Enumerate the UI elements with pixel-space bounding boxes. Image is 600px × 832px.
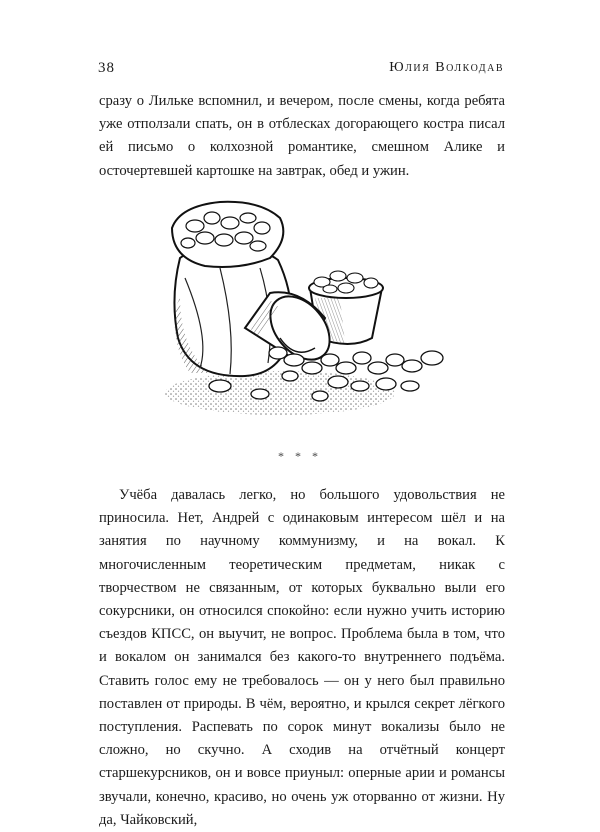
page-number: 38: [98, 60, 115, 76]
top-text-block: [99, 90, 505, 183]
main-text-block: [99, 484, 505, 832]
main-paragraph: Учёба давалась легко, но большого удовольствия не приносила. Нет, Андрей с одинаковым интересом шёл и на занятия по научному коммунизму, и на вокал. К многочисленным теоретическим предметам, никак с творчеством не связанным, от которых буквально выли его сокурсники, он относился спокойно: если нужно учить историю съездов КПСС, он выучит, не вопрос. Проблема была в том, что и вокалом он занимался без какого-то внутреннего подъёма. Ставить голос ему не требовалось — он у него был правильно поставлен от природы. В чём, вероятно, и крылся секрет лёгкого поступления. Распевать по сорок минут вокализы было не сложно, но скучно. А сходив на отчётный концерт старшекурсников, он и вовсе приуныл: оперные арии и романсы звучали, конечно, красиво, но очень уж оторванно от жизни. Ну да, Чайковский,: [99, 487, 505, 828]
running-head-author: Юлия Волкодав: [389, 60, 504, 75]
top-paragraph: сразу о Лильке вспомнил, и вечером, после смены, когда ребята уже отползали спать, он в отблесках догорающего костра писал ей письмо о колхозной романтике, смешном Алике и осточертевшей картошке на завтрак, обед и ужин.: [99, 93, 505, 179]
page-header: [98, 60, 504, 82]
potato-sacks-and-buckets-illustration: [150, 188, 460, 438]
section-separator: * * *: [278, 449, 322, 463]
